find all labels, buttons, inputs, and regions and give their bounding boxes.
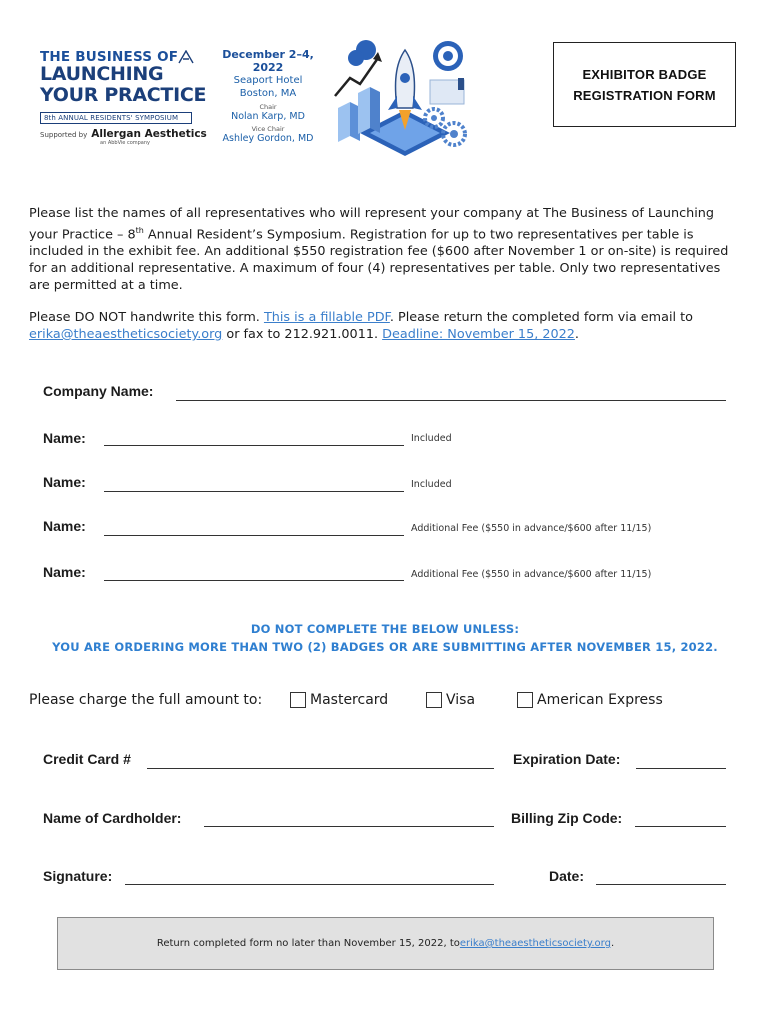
event-date: December 2–4, 2022 — [222, 48, 314, 74]
company-name-field[interactable] — [176, 400, 726, 401]
chair-name: Nolan Karp, MD — [231, 111, 305, 122]
form-title-box — [553, 42, 736, 127]
name-label-2: Name: — [43, 474, 86, 490]
name-field-3[interactable] — [104, 535, 404, 536]
intro-sup: th — [135, 226, 144, 235]
visa-label: Visa — [446, 692, 476, 708]
email-link[interactable]: erika@theaestheticsociety.org — [29, 327, 223, 342]
footer-text: Return completed form no later than November 15, 2022, to — [156, 938, 460, 949]
visa-option[interactable] — [426, 692, 475, 708]
logo-line1: THE BUSINESS OF — [40, 49, 179, 65]
date-label: Date: — [549, 868, 585, 884]
logo-line2: LAUNCHING — [40, 63, 164, 85]
footer-box — [57, 917, 714, 970]
deadline-link[interactable]: Deadline: November 15, 2022 — [382, 327, 575, 342]
vice-chair-role: Vice Chair — [251, 125, 285, 133]
amex-checkbox[interactable] — [517, 692, 533, 708]
instructions-text-1: Please DO NOT handwrite this form. — [29, 310, 264, 325]
mastercard-label: Mastercard — [310, 692, 389, 708]
symposium-logo — [40, 50, 210, 146]
signature-field[interactable] — [125, 884, 494, 885]
expiration-date-label: Expiration Date: — [513, 751, 621, 767]
amex-option[interactable] — [517, 692, 663, 708]
name-note-1: Included — [411, 433, 452, 444]
company-name-label: Company Name: — [43, 383, 154, 399]
amex-label: American Express — [537, 692, 663, 708]
sponsor-line — [40, 128, 210, 140]
logo-subtitle: 8th ANNUAL RESIDENTS' SYMPOSIUM — [40, 112, 192, 124]
name-label-4: Name: — [43, 564, 86, 580]
instructions-text-4: . — [574, 327, 579, 342]
sponsor-brand: Allergan Aesthetics — [91, 128, 207, 140]
mastercard-option[interactable] — [290, 692, 388, 708]
footer-email-link[interactable]: erika@theaestheticsociety.org — [459, 938, 611, 949]
instructions-paragraph — [29, 309, 744, 343]
logo-mark-icon — [178, 50, 194, 64]
instructions-text-2: . Please return the completed form via email to — [389, 310, 693, 325]
event-city: Boston, MA — [239, 88, 297, 99]
cardholder-label: Name of Cardholder: — [43, 810, 182, 826]
name-note-2: Included — [411, 479, 452, 490]
name-field-4[interactable] — [104, 580, 404, 581]
name-label-1: Name: — [43, 430, 86, 446]
cardholder-field[interactable] — [204, 826, 494, 827]
name-label-3: Name: — [43, 518, 86, 534]
footer-end: . — [610, 938, 615, 949]
event-venue: Seaport Hotel — [233, 75, 303, 86]
form-title-line1: EXHIBITOR BADGE — [582, 66, 707, 82]
sponsor-sub: an AbbVie company — [100, 140, 150, 146]
logo-line3: YOUR PRACTICE — [40, 84, 207, 106]
intro-paragraph — [29, 205, 744, 294]
billing-zip-field[interactable] — [635, 826, 726, 827]
rocket-launch-illustration-icon — [330, 38, 480, 158]
notice-line-1: DO NOT COMPLETE THE BELOW UNLESS: — [250, 622, 520, 636]
name-note-3: Additional Fee ($550 in advance/$600 after 11/15) — [411, 523, 652, 534]
sponsor-prefix: Supported by — [40, 131, 88, 139]
vice-chair-name: Ashley Gordon, MD — [222, 133, 314, 144]
billing-zip-label: Billing Zip Code: — [511, 810, 623, 826]
name-note-4: Additional Fee ($550 in advance/$600 after 11/15) — [411, 569, 652, 580]
expiration-date-field[interactable] — [636, 768, 726, 769]
intro-text-1: Please list the names of all representatives who will represent your company at The Business of Launching your Practice – 8 — [29, 206, 715, 243]
notice-line-2: YOU ARE ORDERING MORE THAN TWO (2) BADGES OR ARE SUBMITTING AFTER NOVEMBER 15, 2022. — [52, 640, 718, 654]
mastercard-checkbox[interactable] — [290, 692, 306, 708]
name-field-2[interactable] — [104, 491, 404, 492]
signature-label: Signature: — [43, 868, 113, 884]
credit-card-field[interactable] — [147, 768, 494, 769]
event-info — [208, 48, 328, 144]
visa-checkbox[interactable] — [426, 692, 442, 708]
chair-role: Chair — [259, 103, 277, 111]
intro-text-2: Annual Resident’s Symposium. Registration for up to two representatives per table is included in the exhibit fee. An additional $550 registration fee ($600 after November 1 or on-site) is required for an additional representative. A maximum of four (4) representatives per table. Only two representatives are permitted at a time. — [29, 227, 729, 294]
date-field[interactable] — [596, 884, 726, 885]
name-field-1[interactable] — [104, 445, 404, 446]
charge-label: Please charge the full amount to: — [29, 692, 263, 708]
form-title-line2: REGISTRATION FORM — [573, 87, 716, 103]
instructions-text-3: or fax to 212.921.0011. — [222, 327, 383, 342]
credit-card-label: Credit Card # — [43, 751, 131, 767]
fillable-pdf-link[interactable]: This is a fillable PDF — [263, 310, 390, 325]
